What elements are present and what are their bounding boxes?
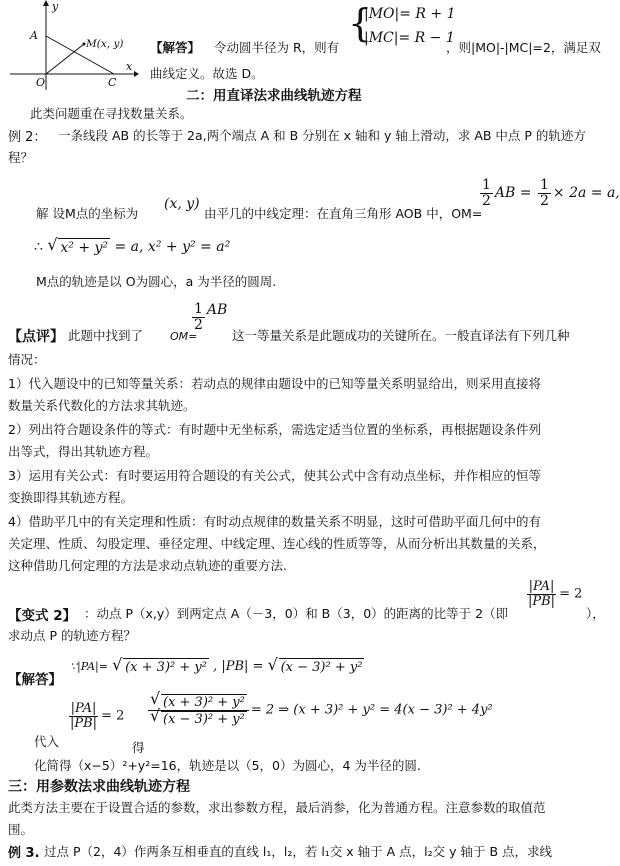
figure-y-label: y xyxy=(52,0,59,13)
comment-ab: AB xyxy=(206,302,228,318)
solution-2-expression xyxy=(478,178,620,208)
variant-2-label: 【变式 2】 xyxy=(8,608,77,624)
solution-v2-get: 得 xyxy=(132,740,145,755)
ratio-den: |PB| xyxy=(528,593,556,609)
comment-fraction xyxy=(190,302,227,332)
solution-v2-substitute: 代入 xyxy=(34,734,60,749)
frac-den: 2 xyxy=(482,192,491,209)
solution-v2-big-expression xyxy=(146,694,493,726)
example-2-text-1: 一条线段 AB 的长等于 2a,两个端点 A 和 B 分别在 x 轴和 y 轴上滑动，求 AB 中点 P 的轨迹方 xyxy=(58,128,586,143)
sqrt-pb-radicand: (x − 3)² + y² xyxy=(280,660,363,675)
comment-frac-den: 2 xyxy=(194,316,203,333)
comment-item-line: 出等式，得出其轨迹方程。 xyxy=(8,444,159,459)
solution-v2-result: = 2 ⇒ (x + 3)² + y² = 4(x − 3)² + 4y² xyxy=(250,702,493,718)
solution-2-text-a: 解 设M点的坐标为 xyxy=(36,206,139,221)
figure-point-a: A xyxy=(30,29,38,42)
sv2-ratio-den: |PB| xyxy=(70,715,98,731)
big-sqrt-num xyxy=(150,694,247,710)
example-3-label: 例 3. xyxy=(8,846,40,861)
section-3-title: 三：用参数法求曲线轨迹方程 xyxy=(8,779,190,795)
example-2-text-2: 程？ xyxy=(8,150,34,165)
sqrt-pa xyxy=(112,658,209,675)
top-solution-text-2: ，则|MO|-|MC|=2，满足双 xyxy=(446,40,601,55)
sqrt-pa-radicand: (x + 3)² + y² xyxy=(125,660,207,675)
comment-text-2: 这一等量关系是此题成功的关键所在。一般直译法有下列几种 xyxy=(232,328,570,343)
section-2-intro: 此类问题重在寻找数量关系。 xyxy=(30,106,193,121)
pb-label: , |PB| = xyxy=(213,659,264,674)
comment-label: 【点评】 xyxy=(8,329,64,345)
comment-frac-num: 1 xyxy=(194,301,203,317)
variant-2-text-1: ：动点 P（x,y）到两定点 A（－3，0）和 B（3，0）的距离的比等于 2（即 xyxy=(84,606,509,621)
because-pa: ∵|PA|= xyxy=(70,660,108,673)
big-den-radicand: (x − 3)² + y² xyxy=(163,711,245,727)
variant-2-line-2: 求动点 P 的轨迹方程？ xyxy=(8,628,136,643)
solution-v2-final: 化简得（x−5）²+y²=16，轨迹是以（5，0）为圆心，4 为半径的圆. xyxy=(34,758,421,773)
variant-2-ratio xyxy=(524,580,582,608)
comment-item-line: 3）运用有关公式：有时要运用符合题设的有关公式，使其公式中含有动点坐标，并作相应的恒等 xyxy=(8,468,541,483)
example-3-text: 过点 P（2，4）作两条互相垂直的直线 l₁，l₂，若 l₁交 x 轴于 A 点，l₂交 y 轴于 B 点，求线 xyxy=(44,844,553,859)
top-solution-label: 【解答】 xyxy=(150,40,201,55)
figure-point-m: M(x, y) xyxy=(86,38,124,50)
solution-2-line-3: M点的轨迹是以 O为圆心，a 为半径的圆周. xyxy=(36,274,277,289)
comment-item-line: 4）借助平几中的有关定理和性质：有时动点规律的数量关系不明显，这时可借助平面几何中的有 xyxy=(8,514,541,529)
comment-item-line: 2）列出符合题设条件的等式：有时题中无坐标系，需选定适当位置的坐标系，再根据题设条件列 xyxy=(8,422,541,437)
sqrt-radicand: x² + y² xyxy=(60,240,109,256)
comment-item-line: 1）代入题设中的已知等量关系：若动点的规律由题设中的已知等量关系明显给出，则采用直接将 xyxy=(8,376,541,391)
solution-2-text-b: 由平几的中线定理：在直角三角形 AOB 中，OM= xyxy=(204,206,483,221)
top-eq-2: |MC|= R − 1 xyxy=(364,30,455,46)
sv2-ratio-num: |PA| xyxy=(70,701,97,716)
comment-item-line: 变换即得其轨迹方程。 xyxy=(8,490,134,505)
comment-item-line: 这种借助几何定理的方法是求动点轨迹的重要方法. xyxy=(8,558,287,573)
sqrt-expression xyxy=(47,238,110,256)
expr-part-1: AB = xyxy=(494,185,532,202)
solution-2-line-2 xyxy=(34,238,230,256)
variant-2-close: ）， xyxy=(586,606,605,621)
figure-point-c: C xyxy=(108,76,117,89)
therefore-symbol: ∴ xyxy=(34,239,43,255)
comment-line-2: 情况： xyxy=(8,352,46,367)
solution-v2-label: 【解答】 xyxy=(8,672,62,688)
frac-den-2: 2 xyxy=(539,192,549,209)
comment-item-line: 数量关系代数化的方法求其轨迹。 xyxy=(8,398,196,413)
solution-v2-ratio xyxy=(66,702,124,730)
frac-num: 1 xyxy=(482,177,491,193)
sqrt-pb xyxy=(268,658,365,675)
section-2-title: 二：用直译法求曲线轨迹方程 xyxy=(186,88,362,104)
example-2-label: 例 2： xyxy=(8,130,47,145)
solution-v2-line-1 xyxy=(70,658,364,675)
frac-num-2: 1 xyxy=(539,177,549,193)
big-sqrt-den xyxy=(150,711,247,727)
solution-2-line-2-rest: = a, x² + y² = a² xyxy=(114,239,231,255)
ratio-num: |PA| xyxy=(528,579,555,594)
figure-x-label: x xyxy=(126,60,133,73)
top-solution-line-2: 曲线定义。故选 D。 xyxy=(150,66,264,81)
comment-text-1: 此题中找到了 xyxy=(68,328,144,343)
comment-item-line: 关定理、性质、勾股定理、垂径定理、中线定理、连心线的性质等等，从而分析出其数量的关系， xyxy=(8,536,546,551)
expr-part-2: × 2a = a, xyxy=(552,185,620,202)
section-3-line-1: 此类方法主要在于设置合适的参数，求出参数方程，最后消参，化为普通方程。注意参数的取值范 xyxy=(8,800,546,815)
top-solution-text-1: 令动圆半径为 R，则有 xyxy=(214,40,340,55)
ratio-rhs: = 2 xyxy=(559,586,583,602)
figure-origin: O xyxy=(36,76,46,89)
big-num-radicand: (x + 3)² + y² xyxy=(163,695,245,710)
sv2-ratio-rhs: = 2 xyxy=(101,708,125,724)
solution-2-coord: (x, y) xyxy=(164,196,200,212)
equation-brace: { xyxy=(348,1,373,45)
top-eq-1: |MO|= R + 1 xyxy=(364,6,456,22)
comment-om: OM= xyxy=(170,330,198,343)
section-3-line-2: 围。 xyxy=(8,822,34,837)
